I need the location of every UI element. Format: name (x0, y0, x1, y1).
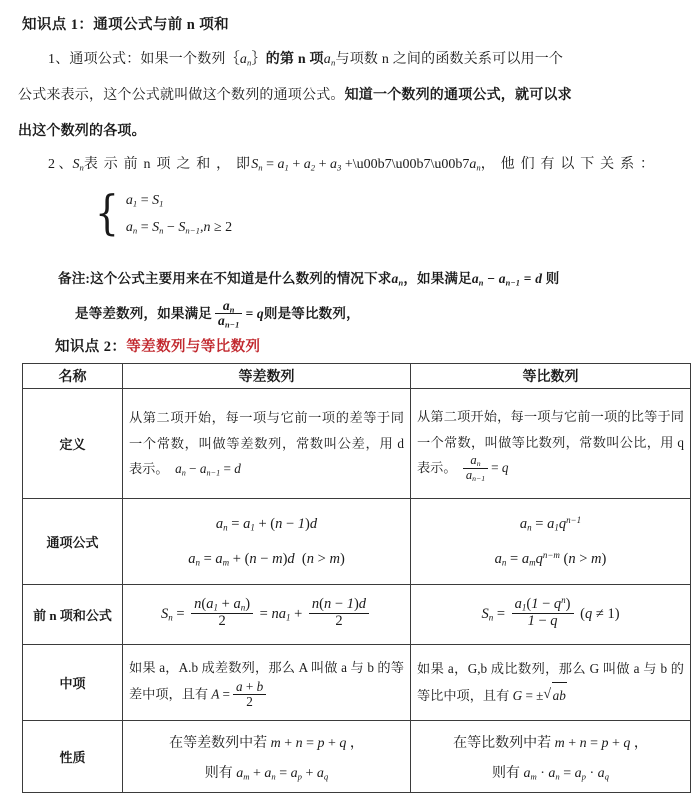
note-line-1 (58, 272, 559, 286)
para-1-rest: 与项数 n 之间的函数关系可以用一个 (335, 52, 564, 67)
brace-eq-2: $a_n = S_n - S_{n-1},n \ge 2$ (125, 220, 233, 236)
cell-middle-term-geometric (411, 645, 691, 721)
table-header-row (23, 364, 691, 389)
note-line1-c: 则 (545, 271, 560, 286)
note-line2-a: 是等差数列，如果满足 (75, 305, 212, 321)
para-1-line-2 (18, 89, 572, 103)
row-label-general-term: 通项公式 (23, 499, 123, 585)
formula-geom-1: $a_n = a_1q^{n-1}$ (519, 514, 582, 533)
property-arith-line-1: 在等差数列中若 m + n = p + q ， (169, 735, 364, 751)
table-header-arithmetic: 等差数列 (123, 364, 411, 389)
note-label: 备注: (58, 271, 91, 286)
section-1-title: 通项公式与前 n 项和 (93, 17, 229, 33)
para-2-line-1 (48, 158, 655, 172)
cell-general-term-geometric (411, 499, 691, 585)
general-term-geometric-formulas (417, 516, 684, 568)
para-1-line-3 (18, 125, 146, 139)
para-1-bold-mid: 的第 n 项 (265, 52, 324, 67)
middle-term-geometric-text: 如果 a，G,b 成比数列，那么 G 叫做 a 与 b 的等比中项，且有 G = ± √ ab (417, 656, 684, 708)
cell-general-term-arithmetic (123, 499, 411, 585)
para-1-line-1 (48, 53, 563, 67)
section-1-label: 知识点 1： (22, 17, 94, 33)
para-1-line2-bold: 知道一个数列的通项公式，就可以求 (344, 88, 572, 103)
para-2-formula: $S_n = a_1 + a_2 + a_3$ $+\backslash u00b7\backslash u00b7\backslash u00b7a_n$ (251, 157, 481, 173)
para-2-text-1: 表 示 前 n 项 之 和 ， 即 (83, 157, 252, 172)
note-line1-b: ，如果满足 (403, 271, 472, 286)
cell-property-arithmetic (123, 721, 411, 793)
row-label-definition: 定义 (23, 389, 123, 499)
cell-sum-geometric (411, 585, 691, 645)
comparison-table (22, 363, 691, 793)
para-1-lead-var: $a_n$ (239, 52, 252, 68)
section-2-heading (55, 335, 260, 356)
note-line2-fraction: $\frac{a_n}{a_{n-1}}$ (215, 299, 242, 328)
note-line1-var: $a_n$ (391, 271, 404, 288)
section-2-label: 知识点 2： (55, 339, 127, 355)
row-label-sum-formula: 前 n 项和公式 (23, 585, 123, 645)
note-line-2 (75, 297, 360, 330)
left-brace: { (94, 186, 119, 242)
section-1-heading (22, 13, 229, 34)
formula-arith-2: $a_n = a_m + (n - m)d$ (n > m) (188, 550, 345, 568)
definition-geometric-text: 从第二项开始，每一项与它前一项的比等于同一个常数，叫做等比数列，常数叫公比，用 q 表示。 $\frac{a_n}{a_{n-1}}$ = q (417, 408, 684, 483)
cell-definition-arithmetic (123, 389, 411, 499)
para-2-prefix: 2 、 (48, 157, 73, 172)
middle-term-arithmetic-text: 如果 a，A.b 成差数列，那么 A 叫做 a 与 b 的等差中项，且有 A = $\frac{a + b}{2}$ (129, 660, 404, 709)
cell-sum-arithmetic (123, 585, 411, 645)
table-row (23, 389, 691, 499)
cell-property-geometric (411, 721, 691, 793)
row-label-middle-term: 中项 (23, 645, 123, 721)
note-line2-b: 则是等比数列， (263, 305, 360, 321)
sum-geometric-formula: $S_n$ = $\frac{a_1(1 - q^n)}{1 - q}$ (q ≠ 1) (481, 595, 620, 629)
property-geometric-lines (417, 732, 684, 782)
sqrt-icon: √ ab (543, 682, 566, 709)
note-line2-eq: = q (245, 305, 264, 321)
note-line1-formula: $a_n - a_{n-1} = d$ (471, 271, 543, 288)
table-header-name: 名称 (23, 364, 123, 389)
brace-eq-1: $a_1 = S_1$ (125, 193, 164, 209)
section-2-title: 等差数列与等比数列 (126, 339, 261, 355)
sum-arithmetic-formula: $S_n$ = $\frac{n(a_1 + a_n)}{2}$ = $na_1$ + $\frac{n(n - 1)d}{2}$ (129, 599, 404, 630)
cell-middle-term-arithmetic (123, 645, 411, 721)
table-header-geometric: 等比数列 (411, 364, 691, 389)
para-1-line2-normal: 公式来表示，这个公式就叫做这个数列的通项公式。 (18, 88, 345, 103)
para-1-lead: 1、通项公式：如果一个数列｛ (48, 52, 240, 67)
formula-geom-2: $a_n = a_mq^{n-m}$ (n > m) (494, 549, 607, 568)
property-geom-line-1: 在等比数列中若 m + n = p + q ， (453, 735, 648, 751)
cell-definition-geometric (411, 389, 691, 499)
general-term-arithmetic-formulas (129, 516, 404, 568)
property-geom-line-2: 则有 $a_m \cdot a_n = a_p \cdot a_q$ (491, 765, 610, 781)
table-row (23, 645, 691, 721)
table-row (23, 721, 691, 793)
property-arithmetic-lines (129, 732, 404, 782)
para-2-var-s: $S_n$ (72, 157, 84, 173)
property-arith-line-2: 则有 $a_m + a_n = a_p + a_q$ (204, 765, 329, 781)
table-row (23, 585, 691, 645)
note-line1-a: 这个公式主要用来在不知道是什么数列的情况下求 (90, 271, 392, 286)
definition-arithmetic-text: 从第二项开始，每一项与它前一项的差等于同一个常数，叫做等差数列，常数叫公差，用 d 表示。 $a_n - a_{n-1} = d$ (129, 409, 404, 478)
formula-arith-1: $a_n = a_1 + (n - 1)d$ (215, 515, 318, 533)
para-1-bold-var: $a_n$ (323, 52, 336, 68)
para-1-line3-bold: 出这个数列的各项。 (18, 124, 146, 139)
para-2-text-2: ， 他 们 有 以 下 关 系 ： (480, 157, 656, 172)
table-row (23, 499, 691, 585)
row-label-property: 性质 (23, 721, 123, 793)
brace-equation-system (92, 186, 233, 242)
para-1-lead-after: ｝ (251, 52, 266, 67)
